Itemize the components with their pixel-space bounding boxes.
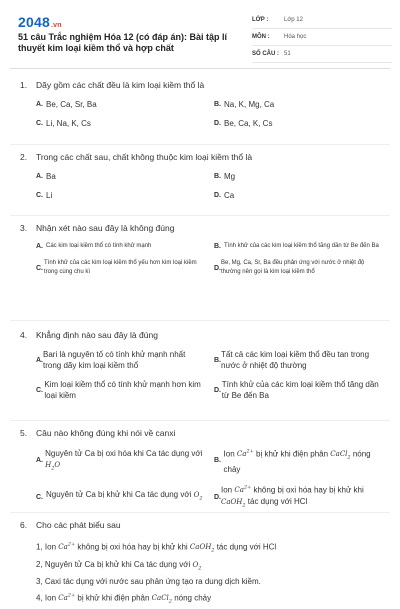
meta-row-class: LỚP : Lớp 12 bbox=[252, 12, 392, 29]
option-b[interactable]: B. Na, K, Mg, Ca bbox=[214, 100, 275, 109]
option-d[interactable]: D. Be, Ca, K, Cs bbox=[214, 119, 273, 128]
statement-item: 4, Ion $Ca^{2+}$ bị khử khi điện phân CaCl$_2$ nóng chảy bbox=[36, 593, 212, 605]
question-number: 5. bbox=[20, 428, 28, 438]
option-c[interactable]: C. Nguyên tử Ca bị khử khi Ca tác dụng với $O_2$ bbox=[36, 490, 203, 502]
page-header bbox=[0, 0, 400, 62]
statement-list bbox=[36, 538, 382, 609]
question-text: Dãy gồm các chất đều là kim loại kiềm thổ là bbox=[36, 80, 205, 90]
question-text: Cho các phát biểu sau bbox=[36, 520, 121, 530]
question-separator bbox=[10, 512, 390, 513]
question-number: 4. bbox=[20, 330, 28, 340]
question-separator bbox=[10, 320, 390, 321]
question-text: Trong các chất sau, chất không thuộc kim loại kiềm thổ là bbox=[36, 152, 253, 162]
question-number: 1. bbox=[20, 80, 28, 90]
option-d[interactable]: D. Ion $Ca^{2+}$ không bị oxi hóa hay bị khử khi CaOH$_2$ tác dụng với HCl bbox=[214, 484, 364, 509]
option-a[interactable]: A. Các kim loại kiềm thổ có tính khử mạnh bbox=[36, 243, 152, 250]
question-text: Nhận xét nào sau đây là không đúng bbox=[36, 223, 175, 233]
document-title: 51 câu Trắc nghiệm Hóa 12 (có đáp án): Bài tập lí thuyết kim loại kiềm thổ và hợp chất bbox=[18, 32, 228, 53]
question-number: 3. bbox=[20, 223, 28, 233]
option-c[interactable]: C. Li bbox=[36, 191, 53, 200]
formula-caoh2: CaOH$_2$ bbox=[221, 498, 246, 509]
header-divider bbox=[10, 68, 390, 69]
question-text: Câu nào không đúng khi nói về canxi bbox=[36, 428, 176, 438]
option-b[interactable]: B. Ion $Ca^{2+}$ bị khử khi điện phân CaCl$_2$ nóng chảy bbox=[214, 449, 371, 474]
question-separator bbox=[10, 215, 390, 216]
statement-item: 3, Caxi tác dụng với nước sau phản ứng tạo ra dung dịch kiềm. bbox=[36, 577, 261, 587]
formula-ca-ion: $Ca^{2+}$ bbox=[236, 449, 254, 459]
question-5 bbox=[20, 428, 382, 519]
option-b[interactable]: B. Tất cả các kim loại kiềm thổ đều tan trong nước ở nhiệt độ thường bbox=[214, 350, 370, 370]
option-d[interactable]: D. Be, Mg, Ca, Sr, Ba đều phản ứng với nước ở nhiệt độ thường nên gọi là kim loại kiềm thổ bbox=[214, 260, 365, 275]
site-logo[interactable]: 2048.vn bbox=[18, 14, 62, 30]
question-2 bbox=[20, 152, 382, 209]
option-c[interactable]: C. Tính khử của các kim loại kiềm thổ yếu hơn kim loại kiềm trong cùng chu kì bbox=[36, 260, 197, 275]
option-c[interactable]: C. Li, Na, K, Cs bbox=[36, 119, 91, 128]
option-d[interactable]: D. Ca bbox=[214, 191, 235, 200]
option-d[interactable]: D. Tính khử của các kim loại kiềm thổ tăng dần từ Be đến Ba bbox=[214, 380, 379, 400]
question-4 bbox=[20, 330, 382, 409]
question-3 bbox=[20, 223, 382, 285]
formula-h2o: $H_2O$ bbox=[45, 460, 61, 472]
question-text: Khẳng định nào sau đây là đúng bbox=[36, 330, 158, 340]
statement-item: 2, Nguyên tử Ca bị khử khi Ca tác dụng với $O_2$ bbox=[36, 559, 202, 572]
question-separator bbox=[10, 144, 390, 145]
option-a[interactable]: A. Ba bbox=[36, 172, 56, 181]
formula-ca-ion: $Ca^{2+}$ bbox=[234, 484, 252, 495]
option-b[interactable]: B. Mg bbox=[214, 172, 236, 181]
option-a[interactable]: A. Nguyên tử Ca bị oxi hóa khi Ca tác dụng với $H_2O$ bbox=[36, 448, 203, 472]
question-number: 2. bbox=[20, 152, 28, 162]
option-b[interactable]: B. Tính khử của các kim loại kiềm thổ tăng dần từ Be đến Ba bbox=[214, 243, 379, 250]
formula-cacl2: CaCl$_2$ bbox=[330, 450, 351, 461]
meta-row-count: SỐ CÂU : 51 bbox=[252, 46, 392, 63]
option-c[interactable]: C. Kim loại kiềm thổ có tính khử mạnh hơn kim loại kiềm bbox=[36, 380, 201, 400]
option-a[interactable]: A. Bari là nguyên tố có tính khử mạnh nhất trong dãy kim loại kiềm thổ bbox=[36, 350, 186, 370]
question-separator bbox=[10, 420, 390, 421]
statement-item: 1, Ion $Ca^{2+}$ không bị oxi hóa hay bị khử khi CaOH$_2$ tác dụng với HCl bbox=[36, 542, 277, 554]
meta-row-subject: MÔN : Hóa học bbox=[252, 29, 392, 46]
question-1 bbox=[20, 80, 382, 137]
question-number: 6. bbox=[20, 520, 28, 530]
meta-table bbox=[252, 12, 392, 63]
option-a[interactable]: A. Be, Ca, Sr, Ba bbox=[36, 100, 97, 109]
formula-o2: $O_2$ bbox=[193, 491, 203, 502]
question-6 bbox=[20, 520, 382, 609]
